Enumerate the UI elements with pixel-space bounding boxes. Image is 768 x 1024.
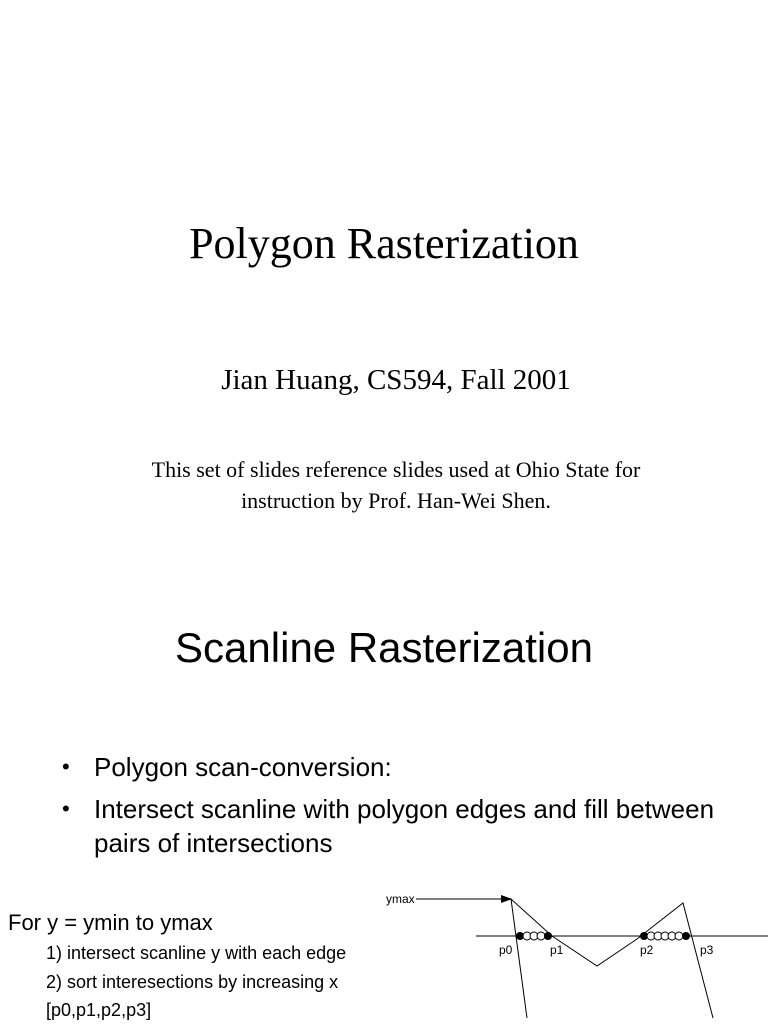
point-label-p1: p1 <box>550 943 564 957</box>
bullet-text: Polygon scan-conversion: <box>94 752 392 782</box>
algorithm-heading: For y = ymin to ymax <box>8 910 213 935</box>
intersection-p1-dot <box>544 932 552 940</box>
algorithm-step-2: 2) sort interesections by increasing x <box>46 972 339 992</box>
point-label-p2: p2 <box>640 943 654 957</box>
span-p2-p3 <box>640 932 690 940</box>
point-label-p3: p3 <box>700 943 714 957</box>
algorithm-step-3: [p0,p1,p2,p3] <box>46 1000 152 1020</box>
ymax-arrowhead <box>501 895 512 903</box>
span-pixel <box>675 932 683 940</box>
slide-title: Scanline Rasterization <box>175 624 593 671</box>
intersection-p3-dot <box>682 932 690 940</box>
slide-title: Polygon Rasterization <box>189 219 579 268</box>
bullet-marker: • <box>62 754 70 779</box>
scanline-slide <box>0 576 768 1024</box>
bullet-item <box>62 750 722 784</box>
point-label-p0: p0 <box>499 943 513 957</box>
credit-note <box>0 454 768 516</box>
bullet-text: Intersect scanline with polygon edges and fill between pairs of intersections <box>94 794 715 858</box>
ymax-label: ymax <box>386 892 415 906</box>
scanline-diagram <box>380 886 768 1024</box>
span-pixel <box>537 932 545 940</box>
credit-note-line-1: This set of slides reference slides used at Ohio State for <box>151 457 641 482</box>
bullet-item <box>62 792 722 860</box>
bullet-marker: • <box>62 796 70 821</box>
polygon-outline <box>511 899 713 1018</box>
credit-note-line-2: instruction by Prof. Han-Wei Shen. <box>241 488 551 513</box>
author-line: Jian Huang, CS594, Fall 2001 <box>221 364 571 396</box>
bullet-list <box>62 750 722 868</box>
algorithm-step-1: 1) intersect scanline y with each edge <box>46 943 347 963</box>
span-p0-p1 <box>516 932 552 940</box>
